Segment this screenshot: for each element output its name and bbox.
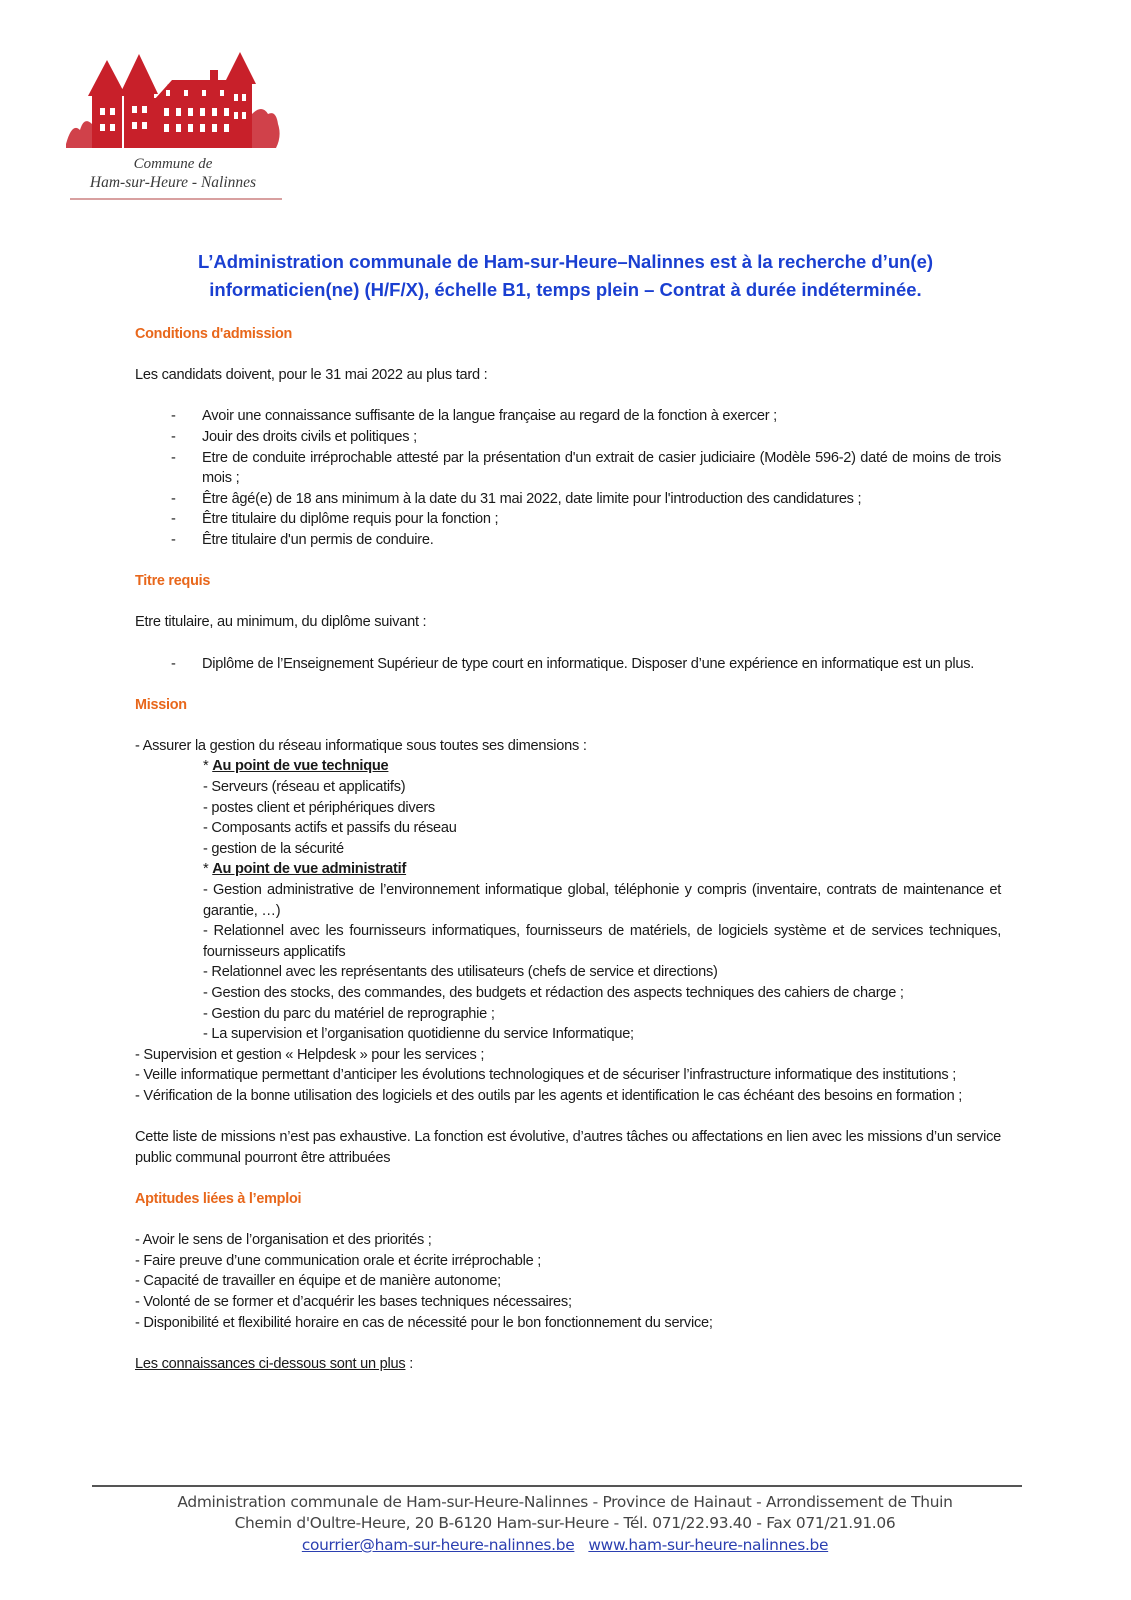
list-item: - Capacité de travailler en équipe et de manière autonome; (135, 1273, 501, 1290)
list-item: - Être titulaire d'un permis de conduire. (171, 531, 434, 548)
list-item: - Composants actifs et passifs du réseau (203, 820, 457, 837)
logo-divider (70, 198, 282, 200)
mission-administratif-heading: * Au point de vue administratif (203, 861, 407, 878)
list-item: - Avoir une connaissance suffisante de la langue française au regard de la fonction à exercer ; (171, 408, 777, 425)
list-item: - Volonté de se former et d’acquérir les bases techniques nécessaires; (135, 1293, 572, 1310)
mission-technique-heading: * Au point de vue technique (203, 758, 389, 775)
list-item: - Être titulaire du diplôme requis pour la fonction ; (171, 511, 499, 528)
title-line-1: L’Administration communale de Ham-sur-Heure–Nalinnes est à la recherche d’un(e) (197, 251, 934, 272)
list-item: - Relationnel avec les fournisseurs informatiques, fournisseurs de matériels, de logiciels système et de services techniques, fournisseurs applicatifs (203, 923, 1001, 960)
section-heading-mission: Mission (135, 696, 187, 713)
list-item: - Gestion administrative de l’environnement informatique global, téléphonie y compris (inventaire, contrats de maintenance et garantie, …) (203, 882, 1001, 919)
commune-logo (62, 52, 284, 204)
titre-intro: Etre titulaire, au minimum, du diplôme suivant : (135, 614, 427, 631)
list-item: - Être âgé(e) de 18 ans minimum à la date du 31 mai 2022, date limite pour l'introduction des candidatures ; (171, 490, 862, 507)
website-link[interactable]: www.ham-sur-heure-nalinnes.be (588, 1536, 829, 1554)
page-title (120, 248, 1011, 304)
list-item: - Supervision et gestion « Helpdesk » pour les services ; (135, 1046, 485, 1063)
list-item: - Jouir des droits civils et politiques ; (171, 428, 417, 445)
list-item: - Avoir le sens de l’organisation et des priorités ; (135, 1232, 432, 1249)
section-heading-titre: Titre requis (135, 573, 211, 590)
list-item: - Disponibilité et flexibilité horaire en cas de nécessité pour le bon fonctionnement du service; (135, 1314, 713, 1331)
document-body (135, 324, 1001, 1374)
list-item: - gestion de la sécurité (203, 840, 344, 857)
title-line-2: informaticien(ne) (H/F/X), échelle B1, temps plein – Contrat à durée indéterminée. (209, 279, 922, 300)
mission-note: Cette liste de missions n’est pas exhaustive. La fonction est évolutive, d’autres tâches ou affectations en lien avec les missions d’un service public communal pourront être attribuées (135, 1129, 1001, 1166)
list-item: - Etre de conduite irréprochable attesté par la présentation d'un extrait de casier judiciaire (Modèle 596-2) daté de moins de trois mois ; (171, 449, 1001, 487)
list-item: - postes client et périphériques divers (203, 799, 435, 816)
footer-address-line-1: Administration communale de Ham-sur-Heure-Nalinnes - Province de Hainaut - Arrondissement de Thuin (177, 1493, 953, 1511)
plus-knowledge-intro: Les connaissances ci-dessous sont un plus : (135, 1355, 414, 1372)
list-item: - Gestion du parc du matériel de reprographie ; (203, 1005, 495, 1022)
section-heading-aptitudes: Aptitudes liées à l’emploi (135, 1190, 302, 1207)
footer-divider (92, 1485, 1022, 1487)
list-item: - Gestion des stocks, des commandes, des budgets et rédaction des aspects techniques des cahiers de charge ; (203, 985, 904, 1001)
list-item: - Vérification de la bonne utilisation des logiciels et des outils par les agents et identification le cas échéant des besoins en formation ; (135, 1087, 963, 1104)
logo-line-2: Ham-sur-Heure - Nalinnes (89, 174, 257, 191)
email-link[interactable]: courrier@ham-sur-heure-nalinnes.be (301, 1536, 575, 1554)
conditions-intro: Les candidats doivent, pour le 31 mai 2022 au plus tard : (135, 367, 488, 384)
list-item: - Veille informatique permettant d’anticiper les évolutions technologiques et de sécuriser l’infrastructure informatique des institutions ; (135, 1067, 957, 1084)
list-item: - Diplôme de l’Enseignement Supérieur de type court en informatique. Disposer d’une expérience en informatique est un plus. (171, 655, 975, 672)
section-heading-conditions: Conditions d'admission (135, 326, 293, 342)
footer-links (80, 1536, 1050, 1554)
conditions-list (135, 406, 1001, 550)
footer-address-line-2: Chemin d'Oultre-Heure, 20 B-6120 Ham-sur-Heure - Tél. 071/22.93.40 - Fax 071/21.91.06 (234, 1514, 896, 1532)
mission-lead: - Assurer la gestion du réseau informatique sous toutes ses dimensions : (135, 737, 587, 754)
castle-logo-icon (62, 52, 284, 154)
list-item: - La supervision et l’organisation quotidienne du service Informatique; (203, 1026, 634, 1043)
list-item: - Relationnel avec les représentants des utilisateurs (chefs de service et directions) (203, 964, 718, 981)
list-item: - Faire preuve d’une communication orale et écrite irréprochable ; (135, 1252, 542, 1269)
list-item: - Serveurs (réseau et applicatifs) (203, 779, 406, 796)
logo-line-1: Commune de (133, 156, 213, 172)
